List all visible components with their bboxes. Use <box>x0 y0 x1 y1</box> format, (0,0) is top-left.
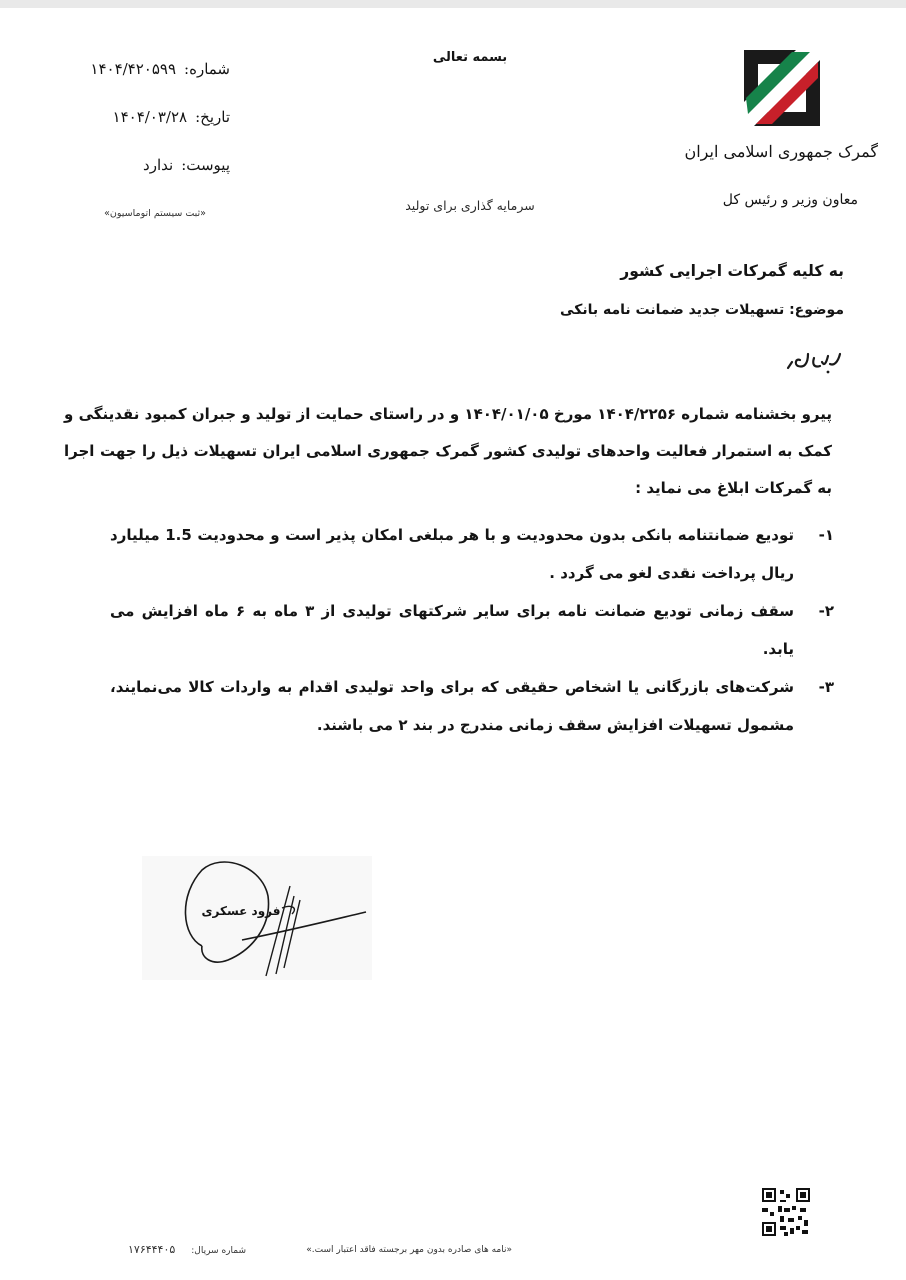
serial-number <box>96 1243 246 1256</box>
automation-note: «ثبت سیستم اتوماسیون» <box>104 208 206 219</box>
letter-date-label: تاریخ: <box>195 108 230 126</box>
list-item <box>110 592 832 668</box>
attachment-value: ندارد <box>143 156 174 174</box>
intro-paragraph: پیرو بخشنامه شماره ۱۴۰۴/۲۲۵۶ مورخ ۱۴۰۴/۰۱/۰۵ و در راستای حمایت از تولید و جبران کمبود نقدینگی و کمک به استمرار فعالیت واحدهای تولیدی کشور گمرک جمهوری اسلامی ایران تسهیلات ذیل را جهت اجرا به گمرکات ابلاغ می نماید : <box>64 405 833 497</box>
office-name: سرمایه گذاری برای تولید <box>405 198 535 213</box>
list-item-number: ۱- <box>818 526 834 544</box>
letter-date <box>30 108 230 126</box>
qr-code-icon <box>760 1186 812 1238</box>
list-item-text: توديع ضمانتنامه بانکی بدون محدودیت و با هر مبلغی امکان پذیر است و محدودیت 1.5 میلیارد ریال پرداخت نقدی لغو می گردد . <box>110 526 794 582</box>
letter-date-value: ۱۴۰۴/۰۳/۲۸ <box>112 108 188 126</box>
list-item <box>110 668 832 744</box>
attachment-label: پیوست: <box>181 156 230 174</box>
basmala-heading: بسمه تعالی <box>432 50 508 65</box>
letter-attachment <box>30 156 230 174</box>
serial-label: شماره سریال: <box>191 1246 246 1256</box>
list-item-text: سقف زمانی توديع ضمانت نامه برای سایر شرکتهای تولیدی از ۳ ماه به ۶ ماه افزایش می یابد. <box>110 602 795 658</box>
list-item-number: ۲- <box>818 602 834 620</box>
list-item <box>110 516 832 592</box>
list-item-number: ۳- <box>818 678 834 696</box>
signature-scribble <box>142 856 372 980</box>
subject-label: موضوع: <box>789 302 844 318</box>
organization-name: گمرک جمهوری اسلامی ایران <box>684 142 878 161</box>
greeting-handwritten <box>784 346 844 376</box>
footer-validity-note: «نامه های صادره بدون مهر برجسته فاقد اعتبار است.» <box>306 1245 512 1255</box>
customs-logo-icon <box>740 46 824 130</box>
letter-number-label: شماره: <box>184 60 230 78</box>
signer-name: فرود عسکری <box>201 904 281 918</box>
letter-number-value: ۱۴۰۴/۴۲۰۵۹۹ <box>90 60 177 78</box>
top-edge-bar <box>0 0 906 8</box>
subject-line <box>344 302 844 318</box>
letter-number <box>30 60 230 78</box>
recipient-line: به کلیه گمرکات اجرایی کشور <box>620 262 844 280</box>
department-title: معاون وزیر و رئیس کل <box>722 192 858 208</box>
serial-value: ۱۷۶۴۴۴۰۵ <box>128 1243 176 1256</box>
subject-value: تسهیلات جدید ضمانت نامه بانکی <box>560 302 785 318</box>
list-item-text: شرکت‌های بازرگانی یا اشخاص حقیقی که برای واحد تولیدی اقدام به واردات کالا می‌نمایند، مشمول تسهیلات افزایش سقف زمانی مندرج در بند ۲ می باشند. <box>110 678 794 734</box>
